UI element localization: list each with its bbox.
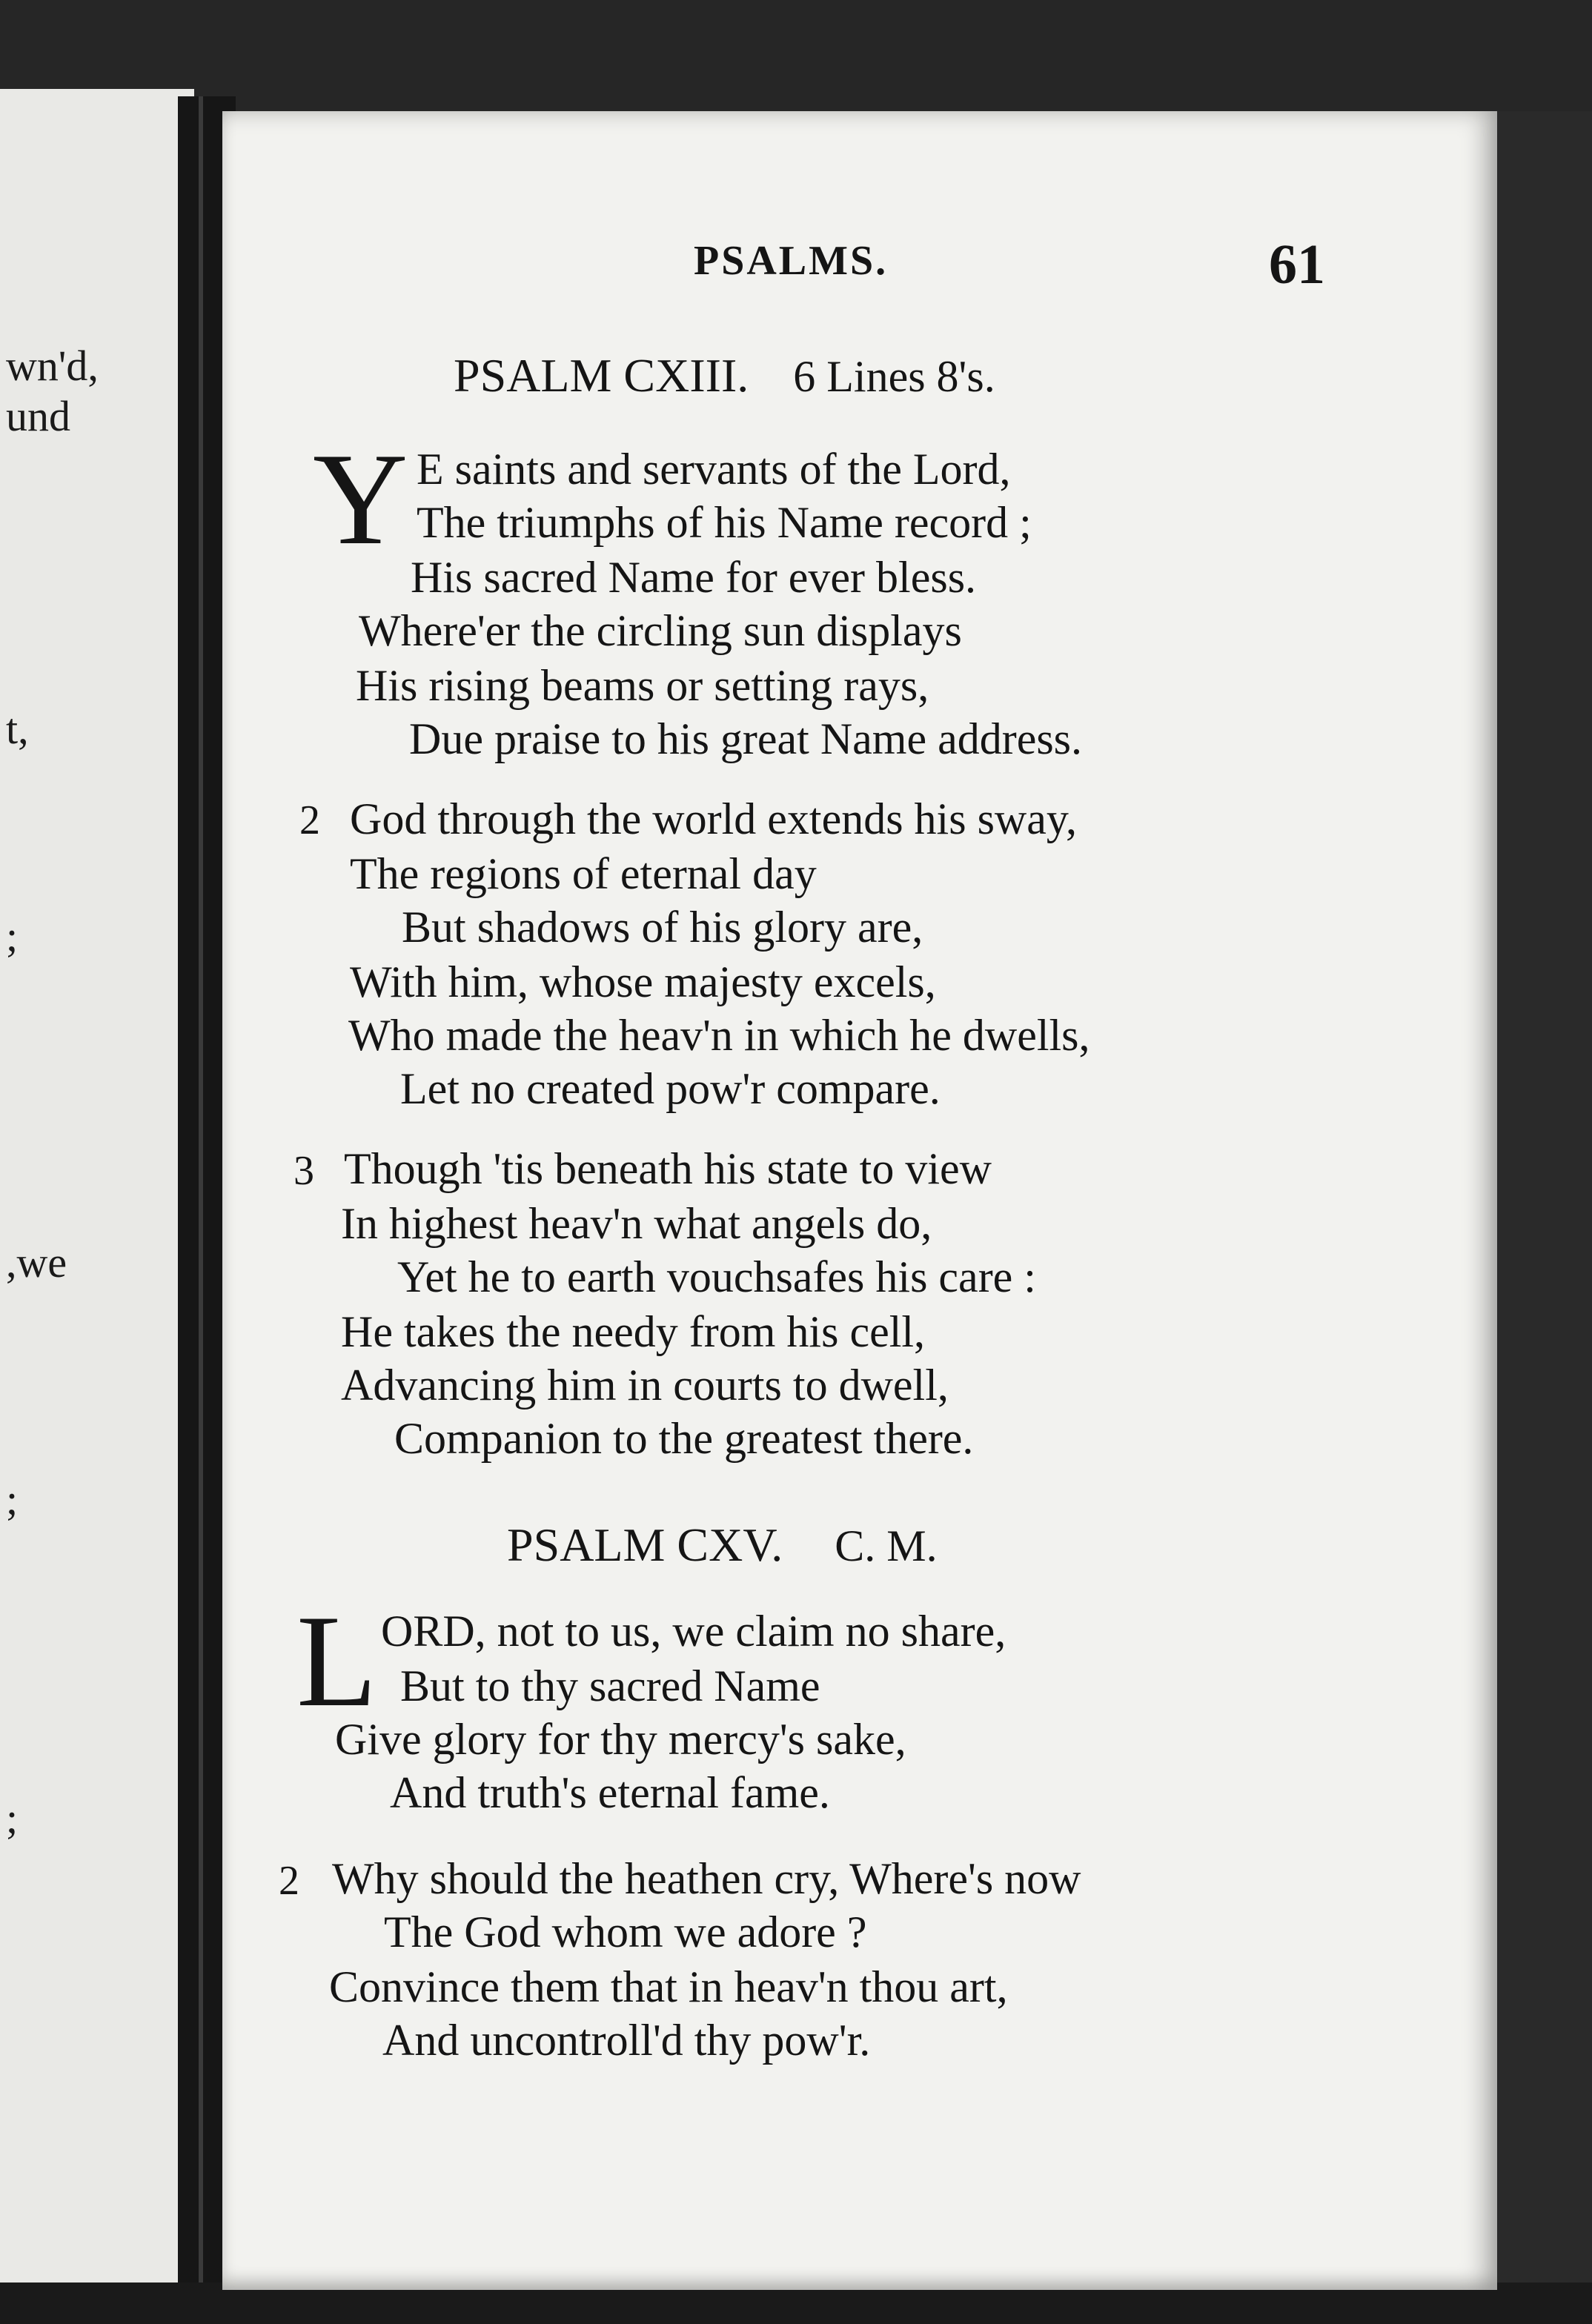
- facing-page-text: ,we: [6, 1238, 67, 1286]
- verse-line: Who made the heav'n in which he dwells,: [348, 1011, 1090, 1060]
- psalm-meter: C. M.: [835, 1521, 938, 1570]
- facing-page-text: wn'd,: [6, 342, 99, 390]
- psalm-title: PSALM CXV.: [507, 1518, 783, 1571]
- running-head-title: PSALMS.: [694, 238, 889, 284]
- verse-line: In highest heav'n what angels do,: [341, 1199, 932, 1248]
- verse-line: ORD, not to us, we claim no share,: [381, 1607, 1006, 1656]
- verse-line: The regions of eternal day: [350, 849, 817, 898]
- facing-page-fragment: [0, 89, 194, 2282]
- facing-page-text: ;: [6, 912, 19, 960]
- verse-line: Companion to the greatest there.: [394, 1414, 974, 1463]
- verse-line: His sacred Name for ever bless.: [411, 553, 977, 602]
- drop-capital: L: [296, 1587, 377, 1734]
- psalm-heading: [454, 348, 995, 403]
- psalm-title: PSALM CXIII.: [454, 349, 749, 402]
- verse-line: But to thy sacred Name: [400, 1661, 820, 1710]
- verse-line: He takes the needy from his cell,: [341, 1307, 926, 1356]
- verse-line: Why should the heathen cry, Where's now: [332, 1854, 1081, 1903]
- scan-background-top: [0, 0, 1592, 111]
- stanza-number: 2: [279, 1858, 299, 1904]
- verse-line: God through the world extends his sway,: [350, 794, 1077, 843]
- verse-line: But shadows of his glory are,: [402, 903, 923, 952]
- book-page: [222, 111, 1497, 2290]
- stanza-number: 3: [293, 1148, 314, 1194]
- verse-line: Though 'tis beneath his state to view: [344, 1144, 992, 1193]
- scan-background-right: [1497, 111, 1592, 2324]
- verse-line: Convince them that in heav'n thou art,: [329, 1962, 1008, 2011]
- running-head: [222, 233, 1497, 304]
- facing-page-text: ;: [6, 1794, 19, 1842]
- verse-line: Let no created pow'r compare.: [400, 1064, 941, 1113]
- verse-line: The triumphs of his Name record ;: [417, 498, 1032, 547]
- psalm-heading: [507, 1518, 938, 1573]
- verse-line: E saints and servants of the Lord,: [417, 445, 1011, 494]
- facing-page-text: t,: [6, 705, 29, 753]
- facing-page-text: ;: [6, 1475, 19, 1524]
- gutter-edge: [199, 96, 203, 2282]
- psalm-meter: 6 Lines 8's.: [793, 352, 995, 401]
- stanza-number: 2: [299, 797, 320, 843]
- verse-line: With him, whose majesty excels,: [350, 957, 936, 1006]
- facing-page-text: und: [6, 392, 70, 440]
- verse-line: Yet he to earth vouchsafes his care :: [397, 1252, 1036, 1301]
- verse-line: And truth's eternal fame.: [390, 1768, 830, 1817]
- page-number: 61: [1269, 233, 1325, 296]
- verse-line: Due praise to his great Name address.: [409, 714, 1083, 763]
- verse-line: Give glory for thy mercy's sake,: [335, 1715, 906, 1764]
- verse-line: Advancing him in courts to dwell,: [341, 1361, 949, 1410]
- verse-line: The God whom we adore ?: [384, 1908, 867, 1956]
- drop-capital: Y: [313, 425, 408, 572]
- verse-line: And uncontroll'd thy pow'r.: [382, 2016, 871, 2065]
- verse-line: Where'er the circling sun displays: [359, 606, 962, 655]
- verse-line: His rising beams or setting rays,: [356, 661, 929, 710]
